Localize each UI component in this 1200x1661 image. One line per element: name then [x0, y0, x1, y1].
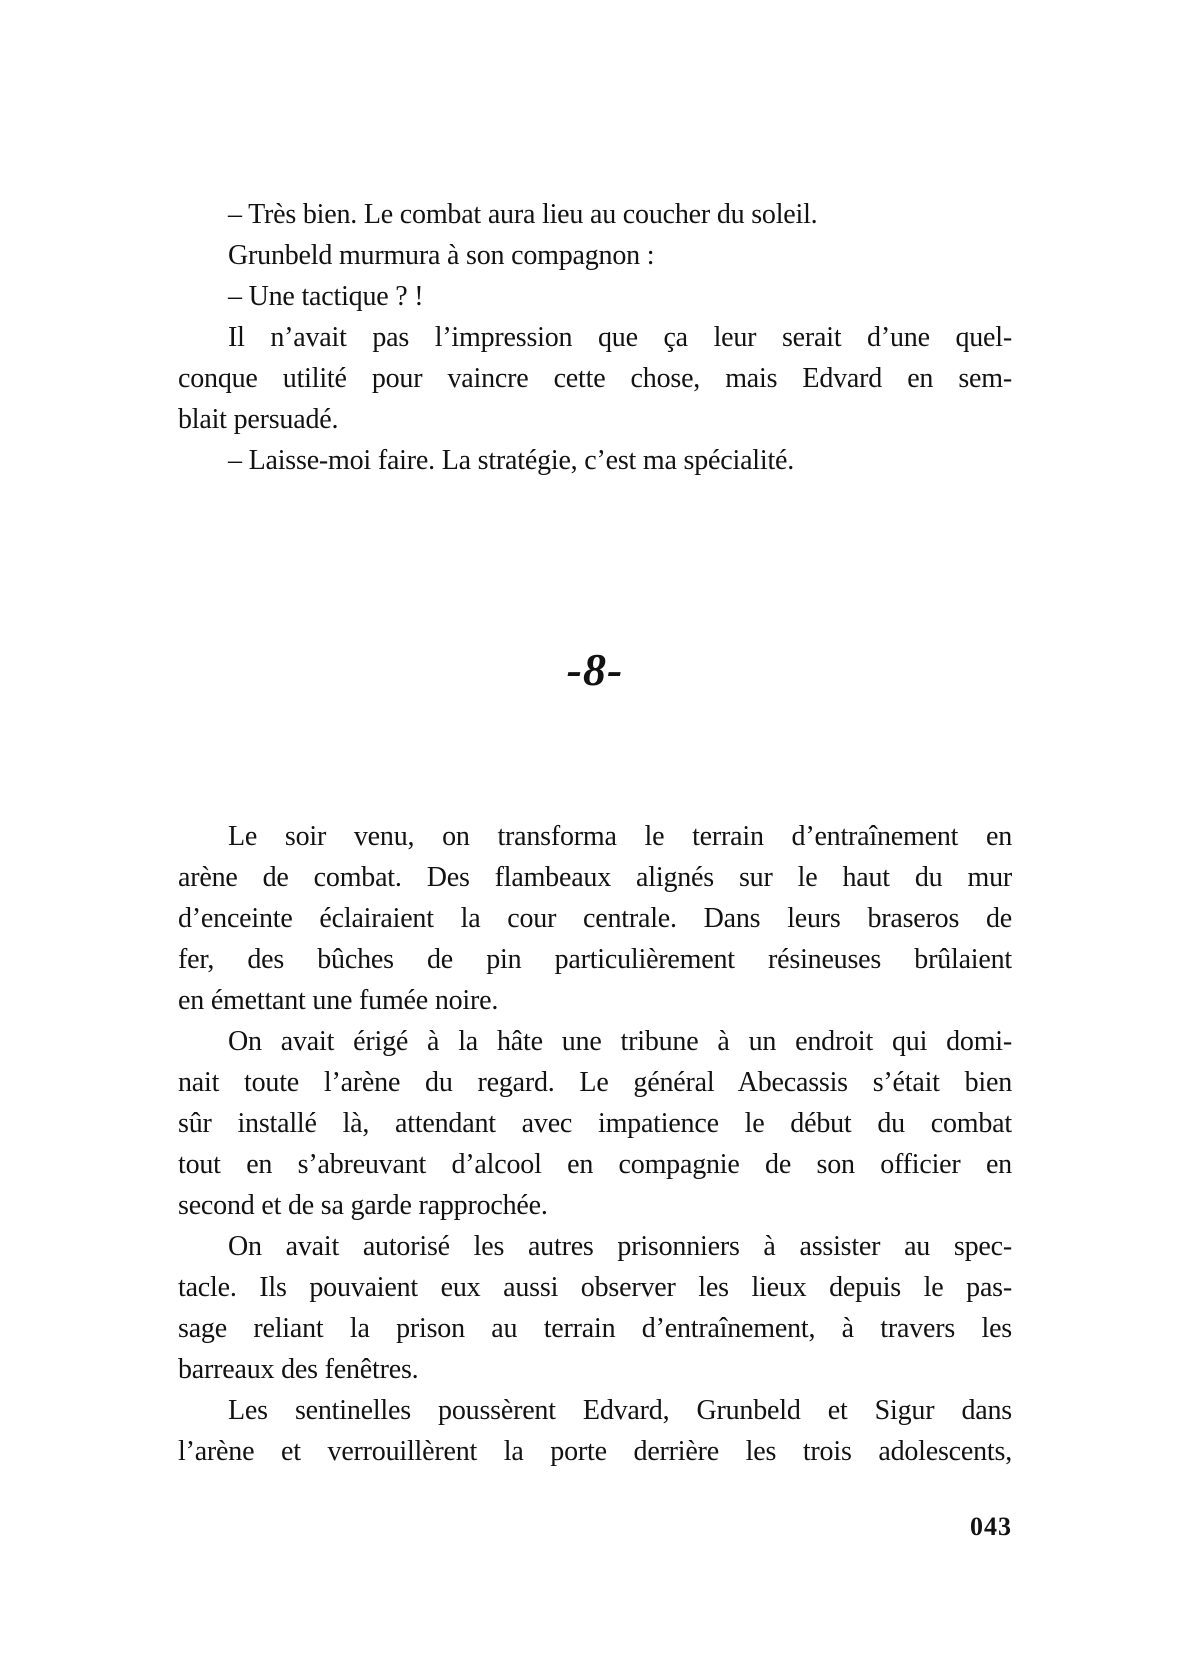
text-line: blait persuadé.: [178, 404, 339, 435]
paragraph-block-narrative: [178, 816, 1012, 1472]
text-line: sûr installé là, attendant avec impatience le début du combat: [178, 1108, 1012, 1139]
page-number: 043: [970, 1512, 1012, 1541]
text-line: arène de combat. Des flambeaux alignés sur le haut du mur: [178, 862, 1012, 893]
text-line: – Laisse-moi faire. La stratégie, c’est ma spécialité.: [228, 445, 795, 476]
text-line: tacle. Ils pouvaient eux aussi observer les lieux depuis le pas-: [178, 1272, 1012, 1303]
text-line: en émettant une fumée noire.: [178, 985, 499, 1016]
text-line: – Une tactique ? !: [228, 281, 424, 312]
text-line: Il n’avait pas l’impression que ça leur serait d’une quel-: [228, 322, 1012, 353]
paragraph-block-dialogue: [178, 194, 1012, 481]
chapter-heading: -8-: [566, 644, 624, 695]
text-line: On avait autorisé les autres prisonniers à assister au spec-: [228, 1231, 1012, 1262]
text-line: tout en s’abreuvant d’alcool en compagnie de son officier en: [178, 1149, 1012, 1180]
text-line: nait toute l’arène du regard. Le général Abecassis s’était bien: [178, 1067, 1012, 1098]
text-line: On avait érigé à la hâte une tribune à un endroit qui domi-: [228, 1026, 1012, 1057]
text-line: l’arène et verrouillèrent la porte derrière les trois adolescents,: [178, 1436, 1012, 1467]
text-line: sage reliant la prison au terrain d’entraînement, à travers les: [178, 1313, 1012, 1344]
text-line: conque utilité pour vaincre cette chose, mais Edvard en sem-: [178, 363, 1012, 394]
text-line: barreaux des fenêtres.: [178, 1354, 419, 1385]
text-line: d’enceinte éclairaient la cour centrale. Dans leurs braseros de: [178, 903, 1012, 934]
text-line: Les sentinelles poussèrent Edvard, Grunbeld et Sigur dans: [228, 1395, 1012, 1426]
text-line: second et de sa garde rapprochée.: [178, 1190, 548, 1221]
text-line: Grunbeld murmura à son compagnon :: [228, 240, 655, 271]
text-line: fer, des bûches de pin particulièrement résineuses brûlaient: [178, 944, 1012, 975]
text-line: Le soir venu, on transforma le terrain d’entraînement en: [228, 821, 1012, 852]
text-line: – Très bien. Le combat aura lieu au coucher du soleil.: [228, 199, 818, 230]
